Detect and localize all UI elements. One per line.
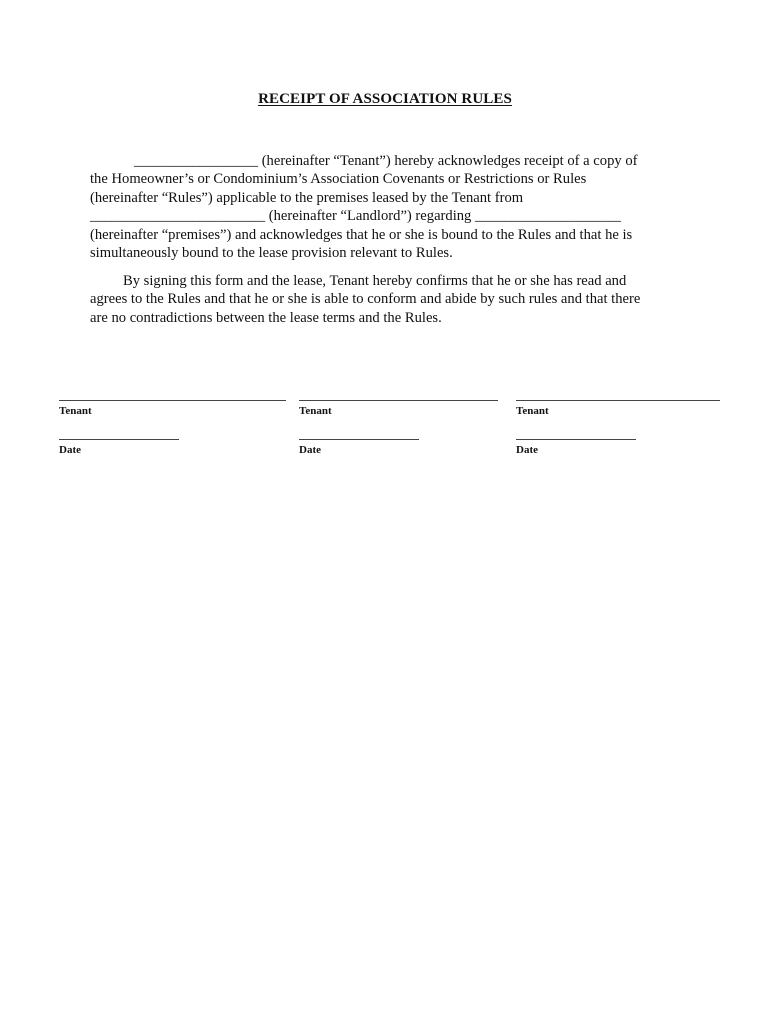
date-line[interactable]: [59, 439, 179, 440]
confirmation-paragraph: [90, 272, 680, 327]
paragraph-line: the Homeowner’s or Condominium’s Association Covenants or Restrictions or Rules: [90, 171, 587, 188]
tenant-label: Tenant: [59, 405, 92, 417]
acknowledgement-paragraph: [90, 152, 680, 262]
paragraph-line: (hereinafter “premises”) and acknowledges that he or she is bound to the Rules and that he is: [90, 226, 633, 243]
paragraph-line: ________________________ (hereinafter “Landlord”) regarding ____________________: [90, 208, 621, 225]
document-title: RECEIPT OF ASSOCIATION RULES: [258, 91, 512, 107]
tenant-signature-line[interactable]: [299, 400, 498, 401]
paragraph-line: are no contradictions between the lease terms and the Rules.: [90, 309, 442, 326]
tenant-signature-line[interactable]: [516, 400, 720, 401]
signature-block-3: [516, 400, 720, 457]
paragraph-line: simultaneously bound to the lease provision relevant to Rules.: [90, 245, 453, 262]
signature-block-1: [59, 400, 286, 457]
paragraph-line: (hereinafter “Rules”) applicable to the premises leased by the Tenant from: [90, 189, 524, 206]
date-label: Date: [59, 444, 81, 456]
date-label: Date: [516, 444, 538, 456]
paragraph-line: agrees to the Rules and that he or she is able to conform and abide by such rules and that there: [90, 291, 641, 308]
date-line[interactable]: [516, 439, 636, 440]
paragraph-line: By signing this form and the lease, Tenant hereby confirms that he or she has read and: [123, 273, 627, 289]
paragraph-line: _________________ (hereinafter “Tenant”) hereby acknowledges receipt of a copy of: [134, 153, 638, 169]
tenant-label: Tenant: [299, 405, 332, 417]
tenant-label: Tenant: [516, 405, 549, 417]
date-line[interactable]: [299, 439, 419, 440]
signature-block-2: [299, 400, 498, 457]
tenant-signature-line[interactable]: [59, 400, 286, 401]
date-label: Date: [299, 444, 321, 456]
